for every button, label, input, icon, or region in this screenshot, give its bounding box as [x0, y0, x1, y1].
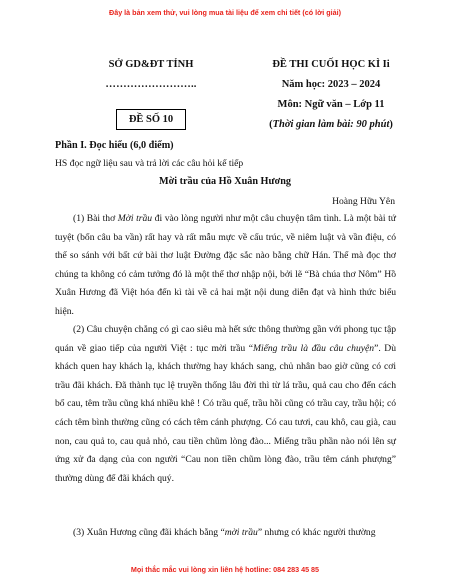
p3-italic: mời trầu — [224, 527, 258, 538]
time-label: Thời gian làm bài: 90 phút — [272, 119, 390, 130]
exam-code-box: ĐỀ SỐ 10 — [116, 109, 186, 130]
department-name: SỞ GD&ĐT TỈNH — [108, 59, 194, 70]
province-dots: …………………….. — [105, 79, 197, 90]
paragraph-3 — [55, 524, 396, 543]
p3-text-c: ” nhưng có khác người thường — [257, 527, 376, 538]
time-suffix: ) — [389, 119, 393, 130]
school-year: Năm học: 2023 – 2024 — [281, 79, 381, 90]
hotline-footer: Mọi thắc mắc vui lòng xin liên hệ hotline: 084 283 45 85 — [130, 565, 320, 574]
subject-line: Môn: Ngữ văn – Lớp 11 — [277, 99, 385, 110]
instruction-text: HS đọc ngữ liệu sau và trả lời các câu hỏi kế tiếp — [55, 158, 244, 169]
exam-title: ĐỀ THI CUỐI HỌC KÌ Ii — [272, 59, 390, 70]
author-name: Hoàng Hữu Yên — [332, 196, 395, 207]
p3-text-a: (3) Xuân Hương cũng đãi khách bằng “ — [73, 527, 225, 538]
time-prefix: ( — [269, 119, 273, 130]
paragraph-2 — [55, 321, 396, 488]
preview-banner: Đây là bản xem thử, vui lòng mua tài liệu để xem chi tiết (có lời giải) — [109, 8, 341, 17]
section-title: Phần I. Đọc hiểu (6,0 điểm) — [55, 140, 174, 151]
time-line — [246, 115, 416, 135]
p1-italic: Mời trầu — [117, 213, 153, 224]
paragraph-1 — [55, 210, 396, 322]
passage-title: Mời trầu của Hồ Xuân Hương — [158, 176, 291, 187]
p2-italic: Miếng trầu là đầu câu chuyện — [252, 342, 375, 354]
header-right — [246, 55, 416, 135]
p2-text-a: (2) Câu chuyện chẳng có gì cao siêu mà hết sức thông thường gần với phong tục tập quán về giao tiếp của người Việt : tục mời trầu “ — [55, 324, 396, 354]
p2-text-c: ”. Dù khách quen hay khách lạ, khách thường hay khách sang, chủ nhân bao giờ cũng có cơi trầu đãi khách. Đã thành tục lệ truyền thống lâu đời thì từ lá trầu, quả cau cho đến cách bổ cau, têm trầu cũng khá nhiều khê ! Có trầu quế, trầu hồi cũng có trầu cay, trầu hội; có cách têm bình thường cũng có cách têm cánh phượng. Có cau tươi, cau khô, cau già, cau non, cau quả to, cau quả nhỏ, cau tiền chũm lòng đào... Miếng trầu phần nào nói lên sự ứng xử đa dạng của con người “Cau non tiền chũm lòng đào, trầu têm cánh phượng” thường dùng để đãi khách quý. — [55, 342, 396, 484]
p1-text-a: (1) Bài thơ — [73, 213, 118, 224]
header-left — [86, 55, 216, 130]
p1-text-c: đi vào lòng người như một câu chuyện tâm tình. Là một bài tứ tuyệt (bốn câu ba vần) rất hay và rất mẫu mực về cấu trúc, về niêm luật và vần điệu, có thể so sánh với bất cứ bài thơ luật Đường đặc sắc nào bằng chữ Hán. Thể mà đọc thơ chúng ta không có cảm tưởng đó là một thể thơ nhập nội, bởi lẽ “Bà chúa thơ Nôm” Hồ Xuân Hương đã Việt hóa đến kì tài về cả hai mặt nội dung diễn đạt và hình thức biểu hiện. — [55, 213, 396, 317]
